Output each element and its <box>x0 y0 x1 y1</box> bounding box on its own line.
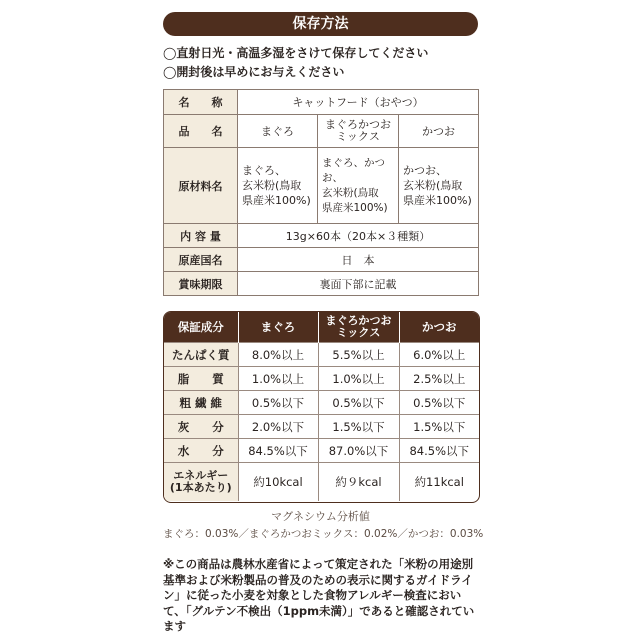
guarantee-header-product: まぐろかつお ミックス <box>318 312 399 343</box>
nutrient-label: 脂 質 <box>164 367 238 391</box>
guarantee-header-product: かつお <box>399 312 479 343</box>
table-row <box>164 367 479 391</box>
guarantee-table-frame <box>163 311 480 503</box>
origin-label: 原産国名 <box>164 248 238 272</box>
nutrient-label: 水 分 <box>164 439 238 463</box>
nutrient-value: 5.5%以上 <box>318 343 399 367</box>
storage-method-header: 保存方法 <box>163 12 478 36</box>
guarantee-header-label: 保証成分 <box>164 312 238 343</box>
nutrient-label: 灰 分 <box>164 415 238 439</box>
nutrient-value: 1.5%以下 <box>318 415 399 439</box>
product-name: かつお <box>399 115 479 148</box>
magnesium-title: マグネシウム分析値 <box>271 510 370 523</box>
table-row <box>164 463 479 502</box>
nutrient-label: エネルギー (1本あたり) <box>164 463 238 502</box>
nutrient-value: 84.5%以下 <box>399 439 479 463</box>
nutrient-value: 8.0%以上 <box>238 343 318 367</box>
storage-note: ◯開封後は早めにお与えください <box>163 65 345 79</box>
nutrient-value: 0.5%以下 <box>318 391 399 415</box>
ingredients-value: まぐろ、かつお、 玄米粉(鳥取 県産米100%) <box>318 148 399 224</box>
expiry-value: 裏面下部に記載 <box>238 272 479 296</box>
nutrient-value: 約11kcal <box>399 463 479 502</box>
product-name: まぐろ <box>238 115 318 148</box>
product-label: 品 名 <box>164 115 238 148</box>
magnesium-values: まぐろ：0.03%／まぐろかつおミックス：0.02%／かつお：0.03% <box>163 528 484 540</box>
guaranteed-analysis-table <box>164 312 479 501</box>
table-row <box>164 391 479 415</box>
table-row <box>164 343 479 367</box>
nutrient-value: 6.0%以上 <box>399 343 479 367</box>
nutrient-value: 1.0%以上 <box>318 367 399 391</box>
expiry-label: 賞味期限 <box>164 272 238 296</box>
ingredients-label: 原材料名 <box>164 148 238 224</box>
storage-notes <box>163 44 428 82</box>
table-row <box>164 439 479 463</box>
guarantee-header-product: まぐろ <box>238 312 318 343</box>
ingredients-value: まぐろ、 玄米粉(鳥取 県産米100%) <box>238 148 318 224</box>
origin-value: 日 本 <box>238 248 479 272</box>
ingredients-value: かつお、 玄米粉(鳥取 県産米100%) <box>399 148 479 224</box>
product-name: まぐろかつお ミックス <box>318 115 399 148</box>
content-label: 内 容 量 <box>164 224 238 248</box>
nutrient-value: 約９kcal <box>318 463 399 502</box>
name-value: キャットフード（おやつ） <box>238 90 479 115</box>
nutrient-label: たんぱく質 <box>164 343 238 367</box>
nutrient-value: 1.0%以上 <box>238 367 318 391</box>
table-row <box>164 415 479 439</box>
gluten-footnote: ※この商品は農林水産省によって策定された「米粉の用途別基準および米粉製品の普及のための表示に関するガイドライン」に従った小麦を対象とした食物アレルギー検査において、「グルテン不検出（1ppm未満）」であると確認されています <box>163 557 475 633</box>
content-value: 13g×60本（20本×３種類） <box>238 224 479 248</box>
nutrient-value: 0.5%以下 <box>399 391 479 415</box>
name-label: 名 称 <box>164 90 238 115</box>
nutrient-label: 粗 繊 維 <box>164 391 238 415</box>
product-spec-table <box>163 89 479 296</box>
nutrient-value: 1.5%以下 <box>399 415 479 439</box>
nutrient-value: 2.0%以下 <box>238 415 318 439</box>
nutrient-value: 0.5%以下 <box>238 391 318 415</box>
nutrient-value: 87.0%以下 <box>318 439 399 463</box>
storage-note: ◯直射日光・高温多湿をさけて保存してください <box>163 46 429 60</box>
nutrient-value: 84.5%以下 <box>238 439 318 463</box>
nutrient-value: 約10kcal <box>238 463 318 502</box>
nutrient-value: 2.5%以上 <box>399 367 479 391</box>
